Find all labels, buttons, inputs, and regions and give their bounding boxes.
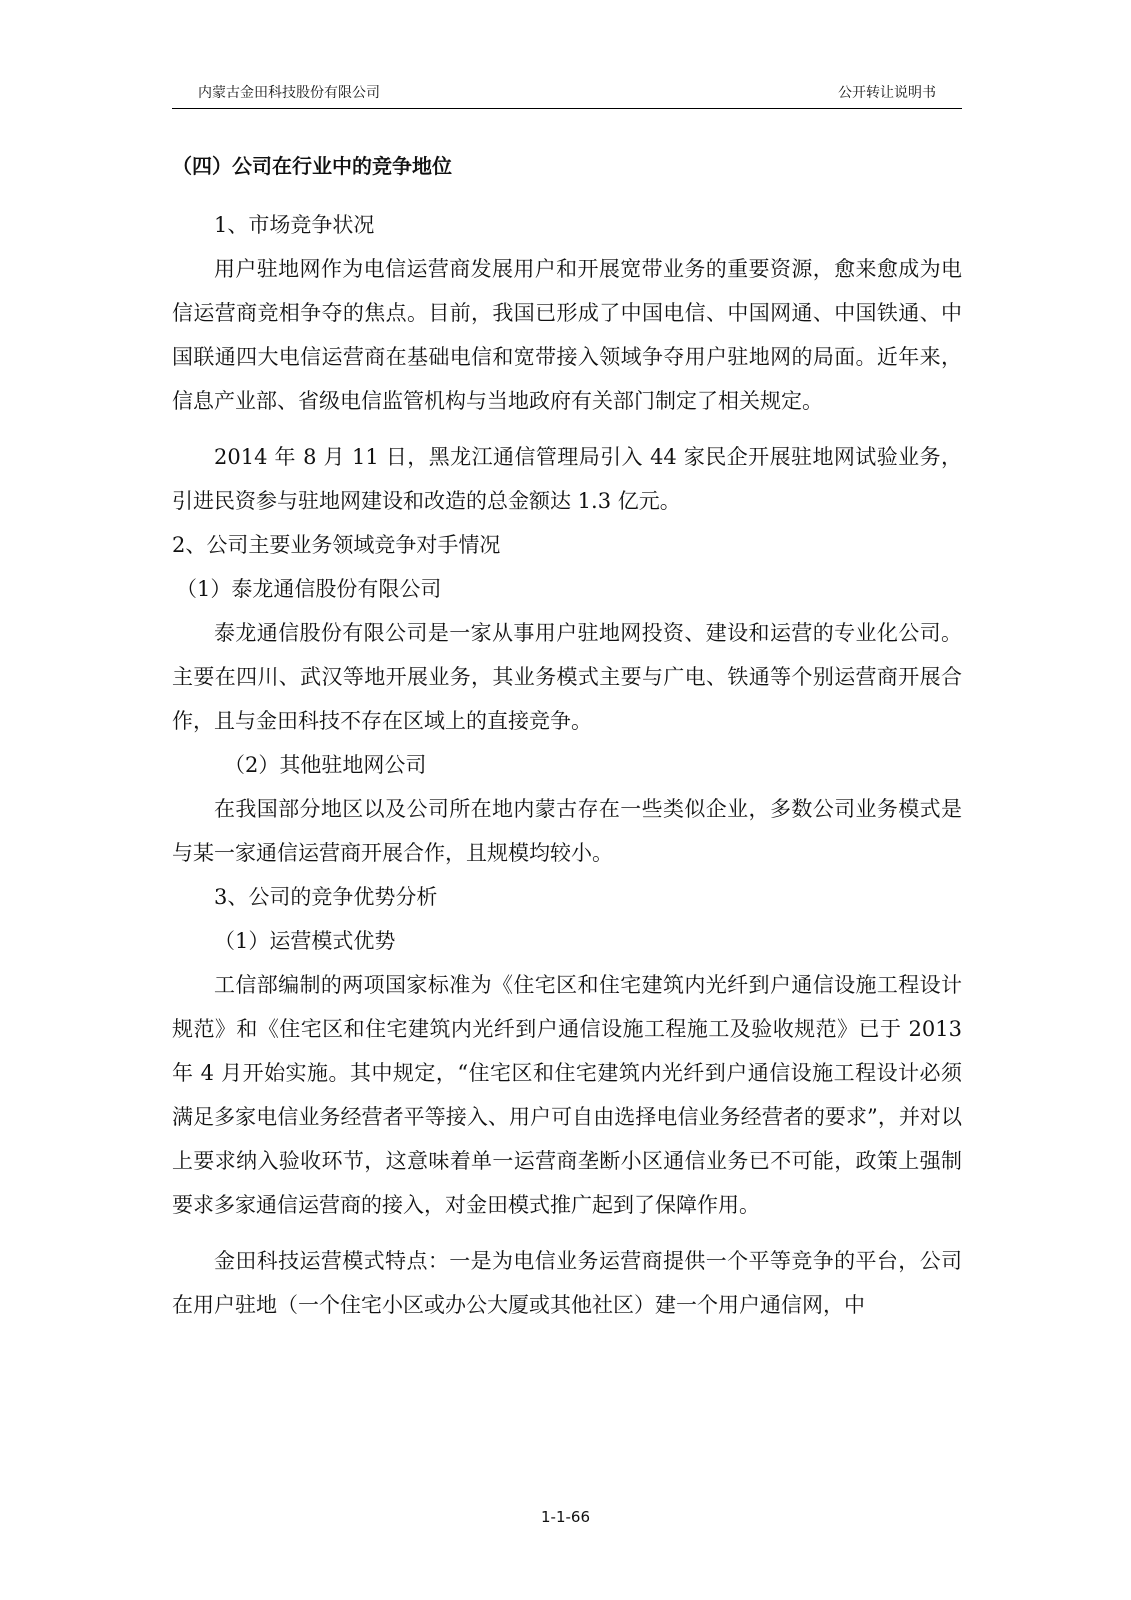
page-body bbox=[172, 144, 962, 1327]
paragraph-jintian-model: 金田科技运营模式特点：一是为电信业务运营商提供一个平等竞争的平台，公司在用户驻地（一个住宅小区或办公大厦或其他社区）建一个用户通信网，中 bbox=[172, 1249, 962, 1317]
page-number: 1-1-66 bbox=[541, 1508, 590, 1526]
paragraph-market-overview: 用户驻地网作为电信运营商发展用户和开展宽带业务的重要资源，愈来愈成为电信运营商竞相争夺的焦点。目前，我国已形成了中国电信、中国网通、中国铁通、中国联通四大电信运营商在基础电信和宽带接入领域争夺用户驻地网的局面。近年来，信息产业部、省级电信监管机构与当地政府有关部门制定了相关规定。 bbox=[172, 257, 962, 413]
paragraph-heilongjiang: 2014 年 8 月 11 日，黑龙江通信管理局引入 44 家民企开展驻地网试验业务，引进民资参与驻地网建设和改造的总金额达 1.3 亿元。 bbox=[172, 445, 962, 513]
subheading-operating-model: （1）运营模式优势 bbox=[214, 929, 396, 953]
subheading-advantages: 3、公司的竞争优势分析 bbox=[214, 885, 438, 909]
section-title: （四）公司在行业中的竞争地位 bbox=[172, 154, 452, 178]
subheading-other-companies: （2）其他驻地网公司 bbox=[224, 753, 427, 777]
subheading-tailong: （1）泰龙通信股份有限公司 bbox=[176, 577, 442, 601]
paragraph-other-companies: 在我国部分地区以及公司所在地内蒙古存在一些类似企业，多数公司业务模式是与某一家通信运营商开展合作，且规模均较小。 bbox=[172, 797, 962, 865]
paragraph-national-standards: 工信部编制的两项国家标准为《住宅区和住宅建筑内光纤到户通信设施工程设计规范》和《住宅区和住宅建筑内光纤到户通信设施工程施工及验收规范》已于 2013 年 4 月开始实施。其中规定，“住宅区和住宅建筑内光纤到户通信设施工程设计必须满足多家电信业务经营者平等接入、用户可自由选择电信业务经营者的要求”，并对以上要求纳入验收环节，这意味着单一运营商垄断小区通信业务已不可能，政策上强制要求多家通信运营商的接入，对金田模式推广起到了保障作用。 bbox=[172, 973, 962, 1217]
subheading-market-competition: 1、市场竞争状况 bbox=[214, 213, 375, 237]
page-header bbox=[172, 80, 962, 109]
paragraph-tailong: 泰龙通信股份有限公司是一家从事用户驻地网投资、建设和运营的专业化公司。主要在四川、武汉等地开展业务，其业务模式主要与广电、铁通等个别运营商开展合作，且与金田科技不存在区域上的直接竞争。 bbox=[172, 621, 962, 733]
header-company: 内蒙古金田科技股份有限公司 bbox=[198, 85, 380, 101]
header-doc-type: 公开转让说明书 bbox=[838, 85, 936, 101]
subheading-competitors: 2、公司主要业务领域竞争对手情况 bbox=[172, 533, 501, 557]
